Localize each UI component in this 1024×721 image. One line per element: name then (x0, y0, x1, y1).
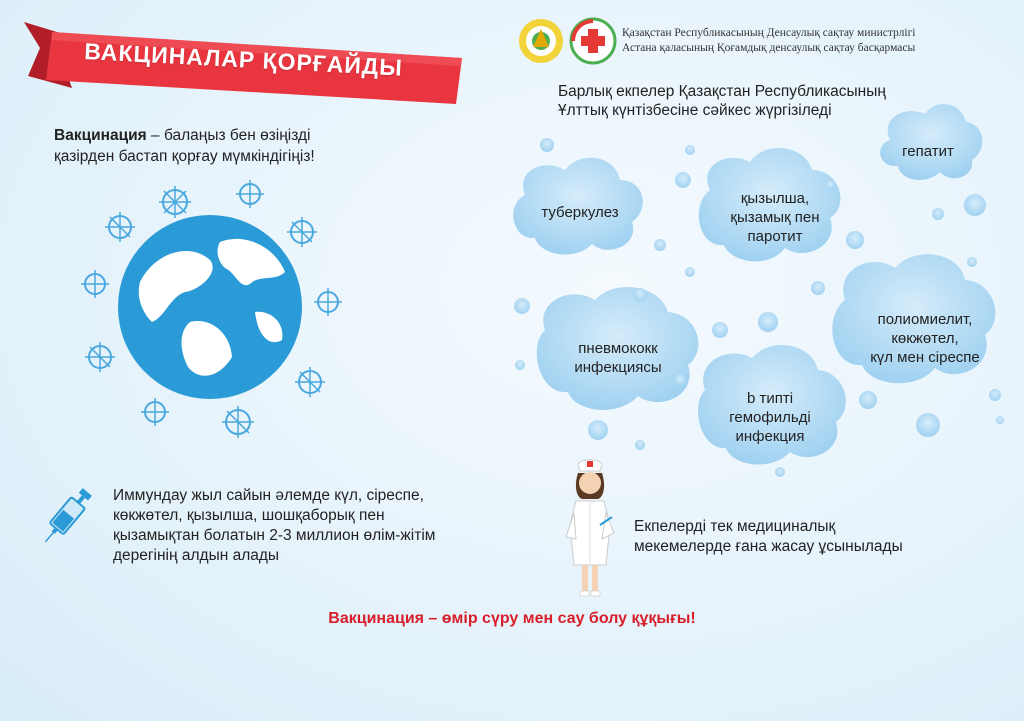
slogan: Вакцинация – өмір сүру мен сау болу құқығы! (328, 610, 696, 627)
intro-line-rest: – балаңыз бен өзіңізді (146, 127, 311, 144)
syringe-icon (38, 480, 98, 550)
disease-label-line: пневмококк (578, 340, 658, 357)
disease-label-tuberculosis (520, 203, 640, 222)
disease-label-line: b типті (746, 390, 794, 407)
medical-note-line: Екпелерді тек медициналық (634, 518, 836, 535)
disease-label-hib (700, 389, 840, 446)
disease-label-line: туберкулез (541, 204, 619, 221)
medical-note-line: мекемелерде ғана жасау ұсынылады (634, 538, 903, 555)
immunization-text (113, 486, 435, 566)
medical-institution-note (634, 517, 903, 557)
disease-label-pneumococcal (548, 339, 688, 377)
page-title: ВАКЦИНАЛАР ҚОРҒАЙДЫ (83, 38, 404, 81)
ministry-name: Қазақстан Республикасының Денсаулық сақтау министрлігі (622, 27, 916, 39)
immunization-line: дерегінің алдын алады (113, 547, 280, 564)
disease-label-line: паротит (747, 228, 803, 245)
disease-label-line: полиомиелит, (877, 311, 973, 328)
immunization-line: қызамықтан болатын 2-3 миллион өлім-жітім (113, 527, 436, 544)
disease-label-line: қызамық пен (730, 209, 820, 226)
disease-label-line: гемофильді (729, 409, 811, 426)
disease-label-polio (845, 310, 1005, 367)
nurse-illustration (560, 455, 620, 600)
disease-label-line: қызылша, (740, 190, 810, 207)
calendar-note-line: Ұлттық күнтізбесіне сәйкес жүргізіледі (558, 102, 832, 119)
intro-line: қазірден бастап қорғау мүмкіндігіңіз! (54, 148, 315, 165)
immunization-line: Иммундау жыл сайын әлемде күл, сіреспе, (113, 487, 424, 504)
disease-label-line: көкжөтел, (891, 330, 959, 347)
disease-label-line: инфекция (735, 428, 805, 445)
immunization-line: көкжөтел, қызылша, шошқаборық пен (113, 507, 385, 524)
calendar-note-line: Барлық екпелер Қазақстан Республикасының (558, 83, 886, 100)
disease-label-line: күл мен сіреспе (870, 349, 980, 366)
department-name: Астана қаласының Қоғамдық денсаулық сақтау басқармасы (622, 42, 916, 54)
disease-label-line: инфекциясы (574, 359, 662, 376)
intro-bold-word: Вакцинация (54, 127, 147, 144)
disease-label-line: гепатит (902, 143, 954, 160)
disease-label-measles (705, 189, 845, 246)
disease-label-hepatitis (878, 142, 978, 161)
